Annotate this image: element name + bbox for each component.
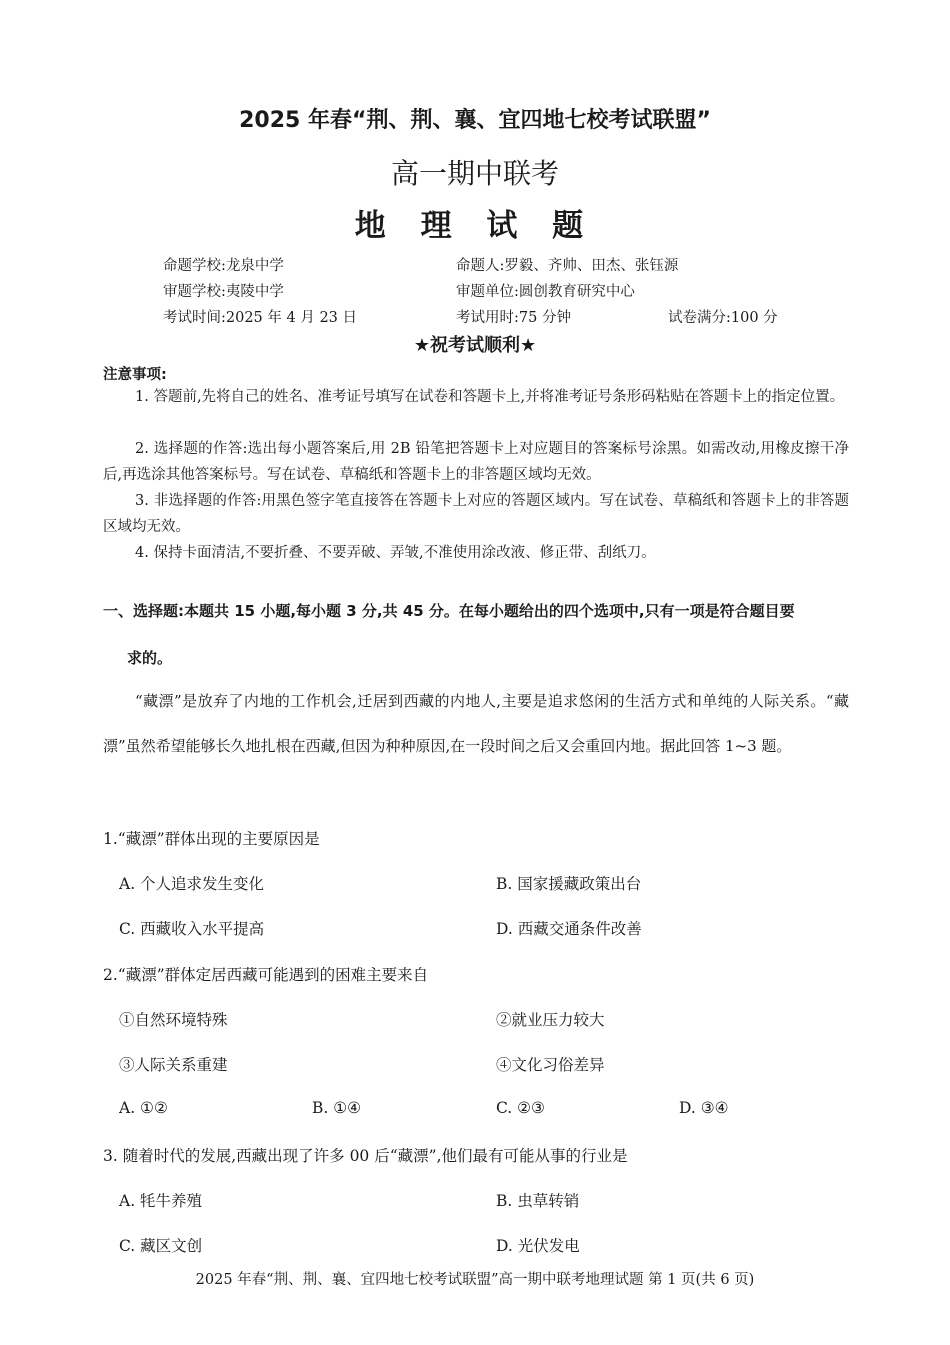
exam-date: 考试时间:2025 年 4 月 23 日 — [163, 310, 358, 326]
review-unit: 审题单位:圆创教育研究中心 — [456, 284, 635, 300]
notice-item-1: 1. 答题前,先将自己的姓名、准考证号填写在试卷和答题卡上,并将准考证号条形码粘贴在答题卡上的指定位置。 — [135, 389, 845, 405]
page-footer: 2025 年春“荆、荆、襄、宜四地七校考试联盟”高一期中联考地理试题 第 1 页(共 6 页) — [195, 1272, 755, 1288]
q2-statement-2: ②就业压力较大 — [496, 1011, 605, 1029]
section-heading-continued: 求的。 — [127, 649, 173, 667]
q3-option-d: D. 光伏发电 — [496, 1237, 580, 1255]
good-luck-banner: ★祝考试顺利★ — [413, 335, 537, 356]
full-score: 试卷满分:100 分 — [668, 310, 778, 326]
question-2: 2.“藏漂”群体定居西藏可能遇到的困难主要来自 — [103, 966, 429, 984]
notice-item-4: 4. 保持卡面清洁,不要折叠、不要弄破、弄皱,不准使用涂改液、修正带、刮纸刀。 — [135, 545, 656, 561]
q1-option-d: D. 西藏交通条件改善 — [496, 920, 642, 938]
q2-option-c: C. ②③ — [496, 1099, 545, 1117]
q3-option-a: A. 牦牛养殖 — [119, 1192, 203, 1210]
proposing-school: 命题学校:龙泉中学 — [163, 258, 284, 274]
alliance-title: 2025 年春“荆、荆、襄、宜四地七校考试联盟” — [239, 108, 711, 133]
q2-statement-4: ④文化习俗差异 — [496, 1056, 605, 1074]
question-stem: “藏漂”是放弃了内地的工作机会,迁居到西藏的内地人,主要是追求悠闲的生活方式和单纯的人际关系。“藏漂”虽然希望能够长久地扎根在西藏,但因为种种原因,在一段时间之后又会重回内地。据此回答 1~3 题。 — [103, 692, 849, 755]
review-school: 审题学校:夷陵中学 — [163, 284, 284, 300]
q3-option-b: B. 虫草转销 — [496, 1192, 580, 1210]
q2-option-d: D. ③④ — [679, 1099, 729, 1117]
notice-item-3: 3. 非选择题的作答:用黑色签字笔直接答在答题卡上对应的答题区域内。写在试卷、草稿纸和答题卡上的非答题区域均无效。 — [103, 493, 849, 535]
exam-name: 高一期中联考 — [390, 157, 559, 190]
q1-option-a: A. 个人追求发生变化 — [119, 875, 265, 893]
exam-duration: 考试用时:75 分钟 — [456, 310, 571, 326]
q3-option-c: C. 藏区文创 — [119, 1237, 203, 1255]
question-3: 3. 随着时代的发展,西藏出现了许多 00 后“藏漂”,他们最有可能从事的行业是 — [103, 1147, 628, 1165]
q2-option-b: B. ①④ — [312, 1099, 362, 1117]
notice-heading: 注意事项: — [103, 367, 167, 383]
question-1: 1.“藏漂”群体出现的主要原因是 — [103, 830, 320, 848]
section-heading: 一、选择题:本题共 15 小题,每小题 3 分,共 45 分。在每小题给出的四个选项中,只有一项是符合题目要 — [103, 602, 795, 620]
q1-option-b: B. 国家援藏政策出台 — [496, 875, 642, 893]
q2-option-a: A. ①② — [119, 1099, 168, 1117]
notice-item-2: 2. 选择题的作答:选出每小题答案后,用 2B 铅笔把答题卡上对应题目的答案标号涂黑。如需改动,用橡皮擦干净后,再选涂其他答案标号。写在试卷、草稿纸和答题卡上的非答题区域均无效。 — [103, 441, 849, 483]
q2-statement-1: ①自然环境特殊 — [119, 1011, 228, 1029]
q1-option-c: C. 西藏收入水平提高 — [119, 920, 265, 938]
proposers: 命题人:罗毅、齐帅、田杰、张钰源 — [456, 258, 679, 274]
q2-statement-3: ③人际关系重建 — [119, 1056, 228, 1074]
subject-title: 地 理 试 题 — [354, 208, 596, 244]
